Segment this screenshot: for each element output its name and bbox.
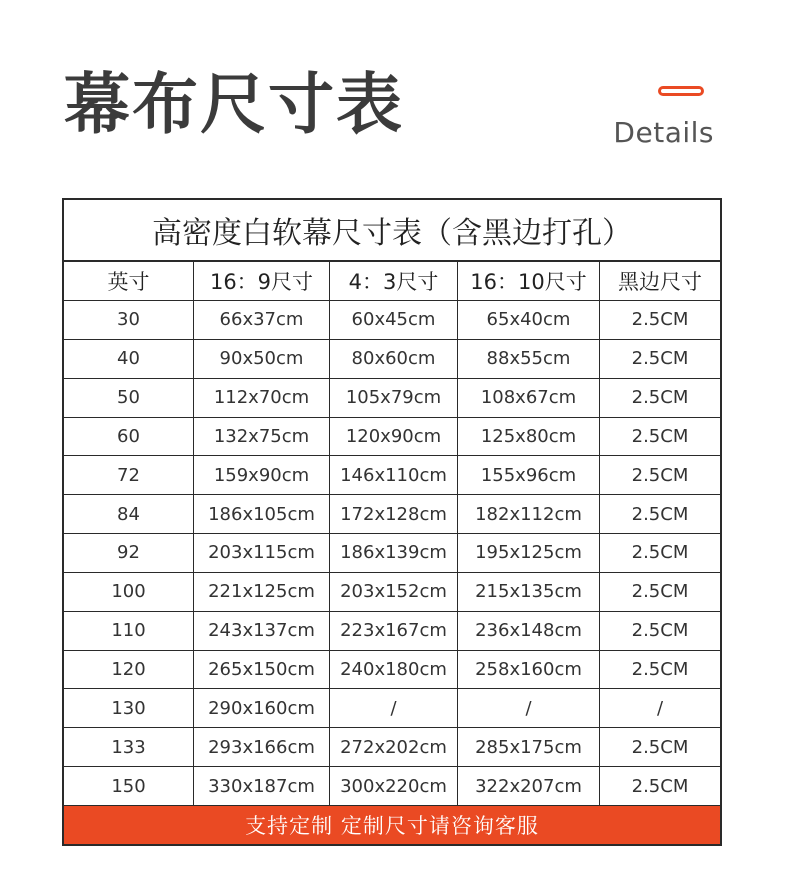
cell-16-10: 236x148cm [458,612,600,650]
cell-16-9: 159x90cm [194,456,330,494]
table-header-row [64,262,720,301]
table-row [64,418,720,457]
cell-black-border: 2.5CM [631,425,689,447]
cell-16-9: 330x187cm [194,767,330,805]
table-row [64,612,720,651]
cell-4-3: 146x110cm [330,456,458,494]
cell-16-10: 125x80cm [458,418,600,456]
cell-black-border: 2.5CM [631,581,689,603]
size-table [62,198,722,846]
details-label: Details [613,116,714,149]
page-title: 幕布尺寸表 [64,66,404,143]
header-black-border: 黑边尺寸 [618,270,702,294]
cell-16-9: 290x160cm [194,689,330,727]
cell-16-9: 90x50cm [194,340,330,378]
cell-4-3: 300x220cm [330,767,458,805]
cell-16-9: 221x125cm [194,573,330,611]
cell-16-10: 195x125cm [458,534,600,572]
cell-4-3: 60x45cm [330,301,458,339]
cell-16-9: 186x105cm [194,495,330,533]
cell-black-border: 2.5CM [631,348,689,370]
cell-inch: 72 [64,456,194,494]
cell-16-9: 243x137cm [194,612,330,650]
cell-16-9: 66x37cm [194,301,330,339]
cell-4-3: 186x139cm [330,534,458,572]
cell-4-3: / [330,689,458,727]
cell-16-9: 265x150cm [194,651,330,689]
table-row [64,767,720,806]
cell-black-border: 2.5CM [631,736,689,758]
header-16-9: 16：9尺寸 [194,262,330,300]
cell-black-border: 2.5CM [631,309,689,331]
cell-black-border: 2.5CM [631,620,689,642]
table-row [64,728,720,767]
cell-inch: 50 [64,379,194,417]
table-row [64,689,720,728]
cell-4-3: 120x90cm [330,418,458,456]
cell-black-border: / [656,697,664,719]
details-badge [604,86,714,156]
cell-4-3: 172x128cm [330,495,458,533]
cell-4-3: 240x180cm [330,651,458,689]
cell-4-3: 80x60cm [330,340,458,378]
cell-4-3: 223x167cm [330,612,458,650]
cell-4-3: 272x202cm [330,728,458,766]
cell-16-9: 293x166cm [194,728,330,766]
cell-16-10: 285x175cm [458,728,600,766]
cell-black-border: 2.5CM [631,464,689,486]
cell-16-9: 132x75cm [194,418,330,456]
cell-16-10: 108x67cm [458,379,600,417]
cell-inch: 120 [64,651,194,689]
cell-4-3: 105x79cm [330,379,458,417]
table-row [64,456,720,495]
cell-inch: 40 [64,340,194,378]
table-row [64,573,720,612]
cell-black-border: 2.5CM [631,387,689,409]
cell-inch: 92 [64,534,194,572]
cell-inch: 100 [64,573,194,611]
cell-16-10: 322x207cm [458,767,600,805]
cell-inch: 60 [64,418,194,456]
header-4-3: 4：3尺寸 [330,262,458,300]
table-row [64,651,720,690]
cell-16-10: 182x112cm [458,495,600,533]
cell-black-border: 2.5CM [631,659,689,681]
table-row [64,495,720,534]
cell-4-3: 203x152cm [330,573,458,611]
cell-black-border: 2.5CM [631,542,689,564]
cell-16-10: 258x160cm [458,651,600,689]
cell-16-10: / [458,689,600,727]
cell-16-10: 155x96cm [458,456,600,494]
table-row [64,534,720,573]
custom-size-banner: 支持定制 定制尺寸请咨询客服 [64,806,720,844]
table-caption: 高密度白软幕尺寸表（含黑边打孔） [64,200,720,262]
cell-16-9: 203x115cm [194,534,330,572]
cell-16-10: 88x55cm [458,340,600,378]
pill-icon [658,86,704,96]
table-row [64,379,720,418]
table-row [64,340,720,379]
header-inch: 英寸 [64,262,194,300]
cell-inch: 110 [64,612,194,650]
cell-inch: 130 [64,689,194,727]
table-row [64,301,720,340]
cell-16-10: 215x135cm [458,573,600,611]
cell-inch: 150 [64,767,194,805]
cell-16-9: 112x70cm [194,379,330,417]
cell-black-border: 2.5CM [631,775,689,797]
header-16-10: 16：10尺寸 [458,262,600,300]
cell-black-border: 2.5CM [631,503,689,525]
cell-inch: 30 [64,301,194,339]
cell-inch: 133 [64,728,194,766]
cell-inch: 84 [64,495,194,533]
cell-16-10: 65x40cm [458,301,600,339]
